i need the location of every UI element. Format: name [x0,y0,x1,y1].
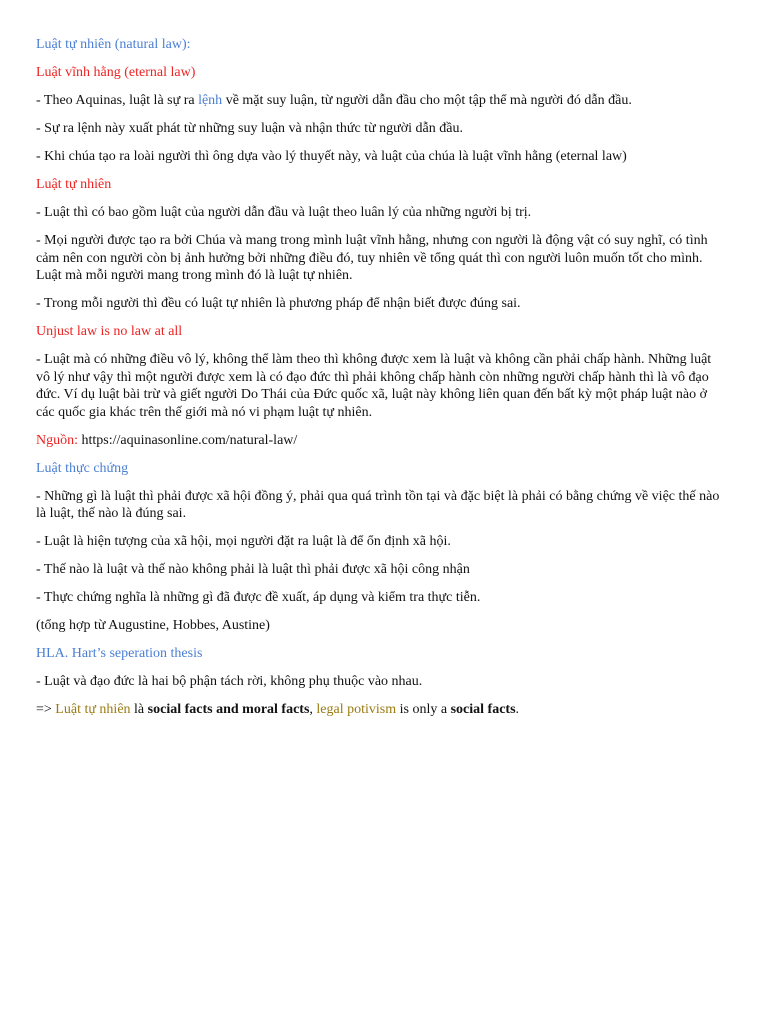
natural-law-subheading: Luật tự nhiên [36,177,112,192]
hart-paragraph-1: - Luật và đạo đức là hai bộ phận tách rời, không phụ thuộc vào nhau. [36,674,423,689]
natural-law-heading: Luật tự nhiên (natural law): [36,37,191,52]
unjust-paragraph-1: - Luật mà có những điều vô lý, không thể làm theo thì không được xem là luật và không cần phải chấp hành. Những luật vô lý như vậy thì một người được xem là có đạo đức thì phải không chấp hành còn những người chấp hành thì là vô đạo đức. Ví dụ luật bài trừ và giết người Do Thái của Đức quốc xã, luật này không liên quan đến bất kỳ một pháp luật nào ở các quốc gia khác trên thế giới mà nó vi phạm luật tự nhiên. [36,352,712,420]
source-label: Nguồn: [36,432,78,448]
eternal-paragraph-1 [36,92,728,110]
source-line [36,432,728,450]
eternal-paragraph-2: - Sự ra lệnh này xuất phát từ những suy luận và nhận thức từ người dẫn đầu. [36,121,463,136]
positivism-paragraph-3: - Thế nào là luật và thế nào không phải là luật thì phải được xã hội công nhận [36,562,470,577]
conclusion-comma: , [309,702,317,717]
conclusion-social-moral: social facts and moral facts [147,702,310,717]
natural-paragraph-1: - Luật thì có bao gồm luật của người dẫn đầu và luật theo luân lý của những người bị trị. [36,205,532,220]
positivism-paragraph-2: - Luật là hiện tượng của xã hội, mọi người đặt ra luật là để ổn định xã hội. [36,534,451,549]
conclusion-legal-positivism: legal potivism [316,702,397,717]
conclusion-natural-law: Luật tự nhiên [55,702,131,717]
positivism-heading: Luật thực chứng [36,460,129,476]
unjust-law-heading: Unjust law is no law at all [36,324,183,339]
positivism-sources: (tổng hợp từ Augustine, Hobbes, Austine) [36,618,270,633]
conclusion-is-only: is only a [396,702,451,717]
conclusion-arrow: => [36,702,56,717]
natural-paragraph-2: - Mọi người được tạo ra bởi Chúa và mang trong mình luật vĩnh hằng, nhưng con người là động vật có suy nghĩ, có tình cảm nên con người còn bị ảnh hưởng bởi những điều đó, tuy nhiên về tổng quát thì con người luôn muốn tốt cho mình. Luật mà mỗi người mang trong mình đó là luật tự nhiên. [36,233,708,283]
conclusion-la: là [130,702,148,717]
command-highlight: lệnh [198,93,223,108]
eternal-paragraph-3: - Khi chúa tạo ra loài người thì ông dựa vào lý thuyết này, và luật của chúa là luật vĩnh hằng (eternal law) [36,149,627,164]
positivism-paragraph-1: - Những gì là luật thì phải được xã hội đồng ý, phải qua quá trình tồn tại và đặc biệt là phải có bằng chứng về việc thế nào là luật, thế nào là đúng sai. [36,488,720,521]
eternal-p1-text-b: về mặt suy luận, từ người dẫn đầu cho một tập thể mà người đó dẫn đầu. [222,93,632,108]
conclusion-line [36,701,728,719]
eternal-p1-text-a: - Theo Aquinas, luật là sự ra [36,93,199,108]
natural-paragraph-3: - Trong mỗi người thì đều có luật tự nhiên là phương pháp để nhận biết được đúng sai. [36,296,521,311]
hart-heading: HLA. Hart’s seperation thesis [36,646,203,661]
eternal-law-heading: Luật vĩnh hằng (eternal law) [36,65,196,80]
conclusion-period: . [515,702,520,717]
source-url: https://aquinasonline.com/natural-law/ [78,432,298,448]
positivism-paragraph-4: - Thực chứng nghĩa là những gì đã được đề xuất, áp dụng và kiểm tra thực tiễn. [36,590,481,605]
conclusion-social-facts: social facts [450,702,516,717]
